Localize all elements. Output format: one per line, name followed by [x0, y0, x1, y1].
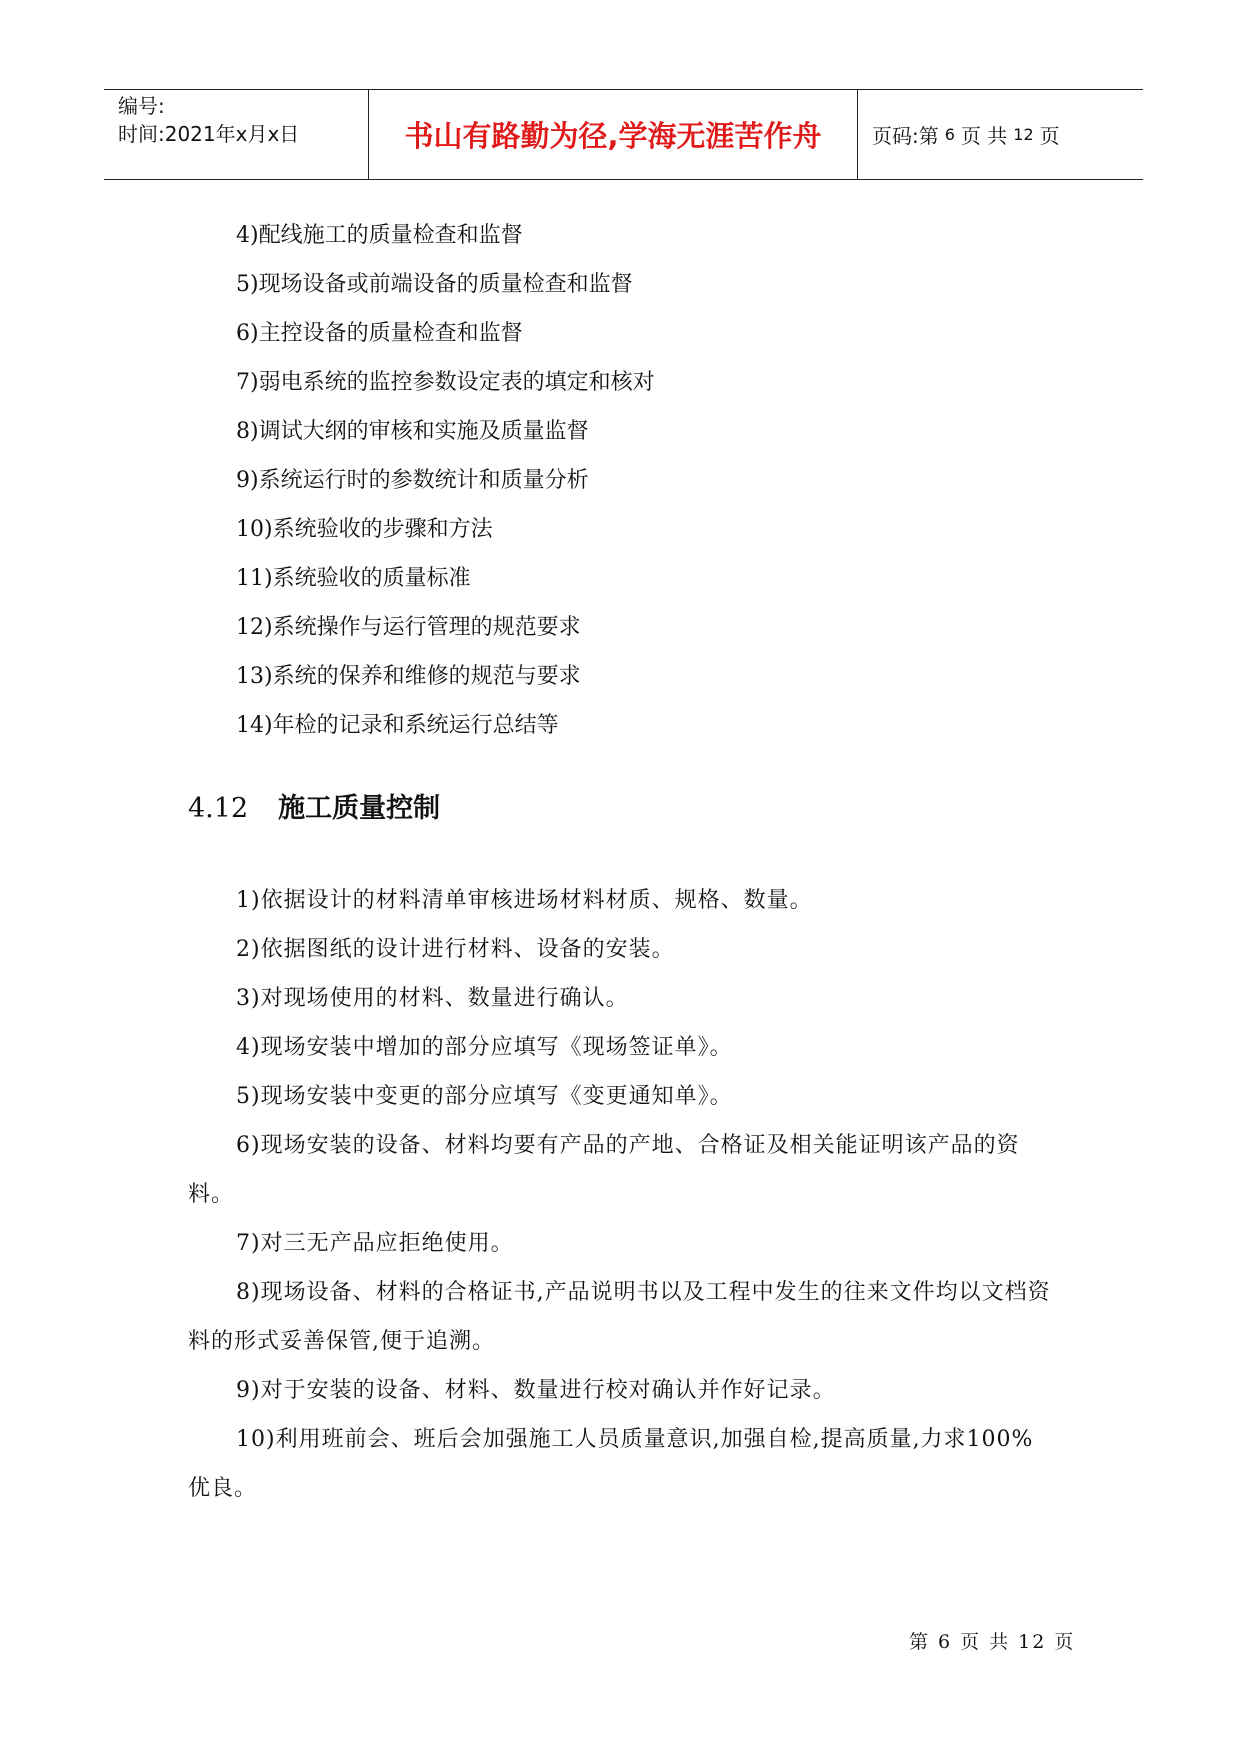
- header-page-mid: 页 共: [960, 124, 1008, 148]
- list-item: 10)系统验收的步骤和方法: [236, 517, 493, 542]
- list-item: 1)依据设计的材料清单审核进场材料材质、规格、数量。: [236, 888, 813, 913]
- footer-page-number: 6: [938, 1631, 953, 1653]
- footer-page-total: 12: [1018, 1631, 1047, 1653]
- list-item: 8)调试大纲的审核和实施及质量监督: [236, 419, 589, 444]
- footer-prefix: 第: [909, 1631, 931, 1653]
- list-item: 6)现场安装的设备、材料均要有产品的产地、合格证及相关能证明该产品的资料。: [188, 1133, 1020, 1207]
- footer-mid: 页 共: [960, 1631, 1011, 1653]
- document-time-label: 时间:2021年x月x日: [118, 122, 300, 146]
- document-number-label: 编号:: [118, 94, 165, 118]
- header-page-total: 12: [1013, 125, 1034, 144]
- quality-control-list: [188, 876, 1054, 1513]
- list-item: 9)系统运行时的参数统计和质量分析: [236, 468, 589, 493]
- header-page-end: 页: [1039, 124, 1060, 148]
- list-item: 10)利用班前会、班后会加强施工人员质量意识,加强自检,提高质量,力求100%优良。: [188, 1427, 1034, 1501]
- list-item: 12)系统操作与运行管理的规范要求: [236, 615, 581, 640]
- list-item: 6)主控设备的质量检查和监督: [236, 321, 523, 346]
- footer-suffix: 页: [1054, 1631, 1076, 1653]
- header-motto: 书山有路勤为径,学海无涯苦作舟: [369, 90, 858, 179]
- supervision-list: [236, 216, 655, 755]
- list-item: 9)对于安装的设备、材料、数量进行校对确认并作好记录。: [236, 1378, 836, 1403]
- header-page-label: 页码:第: [872, 124, 939, 148]
- section-heading: [188, 789, 440, 829]
- list-item: 4)配线施工的质量检查和监督: [236, 223, 523, 248]
- list-item: 5)现场设备或前端设备的质量检查和监督: [236, 272, 633, 297]
- list-item: 7)对三无产品应拒绝使用。: [236, 1231, 514, 1256]
- list-item: 14)年检的记录和系统运行总结等: [236, 713, 559, 738]
- list-item: 2)依据图纸的设计进行材料、设备的安装。: [236, 937, 675, 962]
- list-item: 13)系统的保养和维修的规范与要求: [236, 664, 581, 689]
- header-meta: [104, 90, 369, 179]
- list-item: 8)现场设备、材料的合格证书,产品说明书以及工程中发生的往来文件均以文档资料的形式妥善保管,便于追溯。: [188, 1280, 1051, 1354]
- page-header: [104, 89, 1143, 180]
- section-title-text: 施工质量控制: [278, 793, 441, 824]
- header-page-info: [858, 90, 1143, 179]
- header-page-number: 6: [944, 125, 955, 144]
- list-item: 7)弱电系统的监控参数设定表的填定和核对: [236, 370, 655, 395]
- list-item: 4)现场安装中增加的部分应填写《现场签证单》。: [236, 1035, 733, 1060]
- list-item: 3)对现场使用的材料、数量进行确认。: [236, 986, 629, 1011]
- section-number: 4.12: [188, 793, 249, 824]
- page-footer: [905, 1627, 1079, 1654]
- list-item: 5)现场安装中变更的部分应填写《变更通知单》。: [236, 1084, 733, 1109]
- list-item: 11)系统验收的质量标准: [236, 566, 471, 591]
